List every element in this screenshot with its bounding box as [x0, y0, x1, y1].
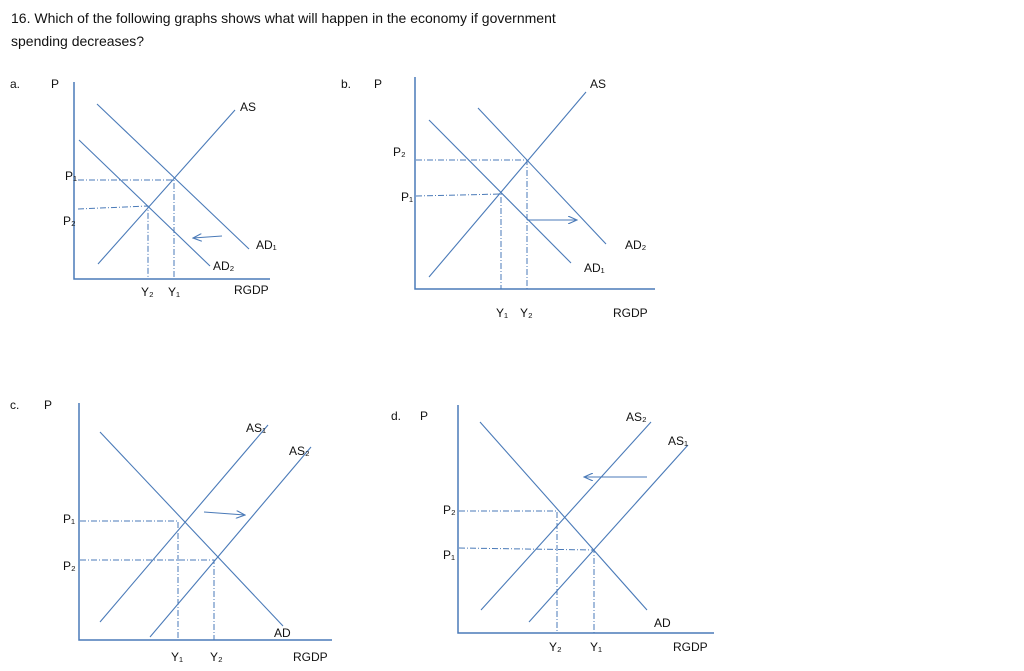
panel-c-as2-label: AS₂: [289, 444, 310, 458]
panel-a-p1-label: P₁: [65, 169, 78, 183]
panel-c-y2-label: Y₂: [210, 650, 223, 664]
panel-b-p2-label: P₂: [393, 145, 406, 159]
panel-b-ad2-curve: [478, 108, 606, 244]
question-line-2: spending decreases?: [11, 33, 145, 49]
panel-a-as-label: AS: [240, 100, 257, 114]
panel-a-ad2-curve: [79, 140, 210, 266]
panel-d-y2-label: Y₂: [549, 640, 562, 654]
panel-c[interactable]: [10, 398, 332, 664]
panel-b-option-label: b.: [341, 77, 352, 91]
panel-c-y-axis-label: P: [44, 398, 53, 412]
panel-c-p2-label: P₂: [63, 559, 76, 573]
panel-b-axes: [415, 77, 655, 289]
panel-b[interactable]: [341, 77, 655, 320]
panel-a-ad1-label: AD₁: [256, 238, 277, 252]
panel-a-x-axis-label: RGDP: [234, 283, 269, 297]
panel-d[interactable]: [391, 405, 714, 654]
panel-d-guide-p1: [459, 548, 594, 633]
panel-d-as1-curve: [529, 445, 688, 622]
panel-d-p1-label: P₁: [443, 548, 456, 562]
panel-d-guide-p2: [459, 511, 557, 633]
panel-c-guide-p2: [80, 560, 214, 640]
panel-b-y1-label: Y₁: [496, 306, 509, 320]
panel-a[interactable]: [10, 77, 277, 299]
panel-c-as2-curve: [150, 447, 311, 637]
panel-d-y1-label: Y₁: [590, 640, 603, 654]
panel-b-ad1-label: AD₁: [584, 261, 605, 275]
panel-b-as-curve: [429, 92, 586, 277]
panel-d-as2-curve: [481, 422, 651, 610]
panel-b-ad1-curve: [429, 120, 571, 263]
panel-b-guide-p2: [416, 160, 527, 289]
panel-a-option-label: a.: [10, 77, 21, 91]
panel-d-x-axis-label: RGDP: [673, 640, 708, 654]
panel-c-y1-label: Y₁: [171, 650, 184, 664]
panel-a-y1-label: Y₁: [168, 285, 181, 299]
panel-d-ad-label: AD: [654, 616, 671, 630]
panel-c-as1-label: AS₁: [246, 421, 267, 435]
panel-b-x-axis-label: RGDP: [613, 306, 648, 320]
panel-b-ad2-label: AD₂: [625, 238, 647, 252]
panel-a-ad2-label: AD₂: [213, 259, 235, 273]
panel-c-as1-curve: [100, 425, 268, 622]
panel-a-y-axis-label: P: [51, 77, 60, 91]
panel-c-shift-arrow: [204, 512, 245, 515]
panel-a-ad1-curve: [97, 104, 249, 249]
panel-b-p1-label: P₁: [401, 190, 414, 204]
panel-c-ad-label: AD: [274, 626, 291, 640]
panel-d-p2-label: P₂: [443, 503, 456, 517]
panel-b-y-axis-label: P: [374, 77, 383, 91]
panel-b-as-label: AS: [590, 77, 607, 91]
panel-d-y-axis-label: P: [420, 409, 429, 423]
question-line-1: 16. Which of the following graphs shows what will happen in the economy if government: [11, 10, 556, 26]
panel-c-ad-curve: [100, 432, 283, 626]
panel-c-option-label: c.: [10, 398, 20, 412]
panel-c-p1-label: P₁: [63, 512, 76, 526]
panel-d-ad-curve: [480, 422, 647, 610]
panel-d-option-label: d.: [391, 409, 402, 423]
panel-a-as-curve: [98, 110, 235, 264]
panel-d-as1-label: AS₁: [668, 434, 689, 448]
panel-a-p2-label: P₂: [63, 214, 76, 228]
panel-c-x-axis-label: RGDP: [293, 650, 328, 664]
panel-a-y2-label: Y₂: [141, 285, 154, 299]
panel-d-as2-label: AS₂: [626, 410, 647, 424]
panel-b-y2-label: Y₂: [520, 306, 533, 320]
panel-a-shift-arrow: [193, 236, 222, 238]
panel-a-guide-p2: [78, 206, 148, 279]
